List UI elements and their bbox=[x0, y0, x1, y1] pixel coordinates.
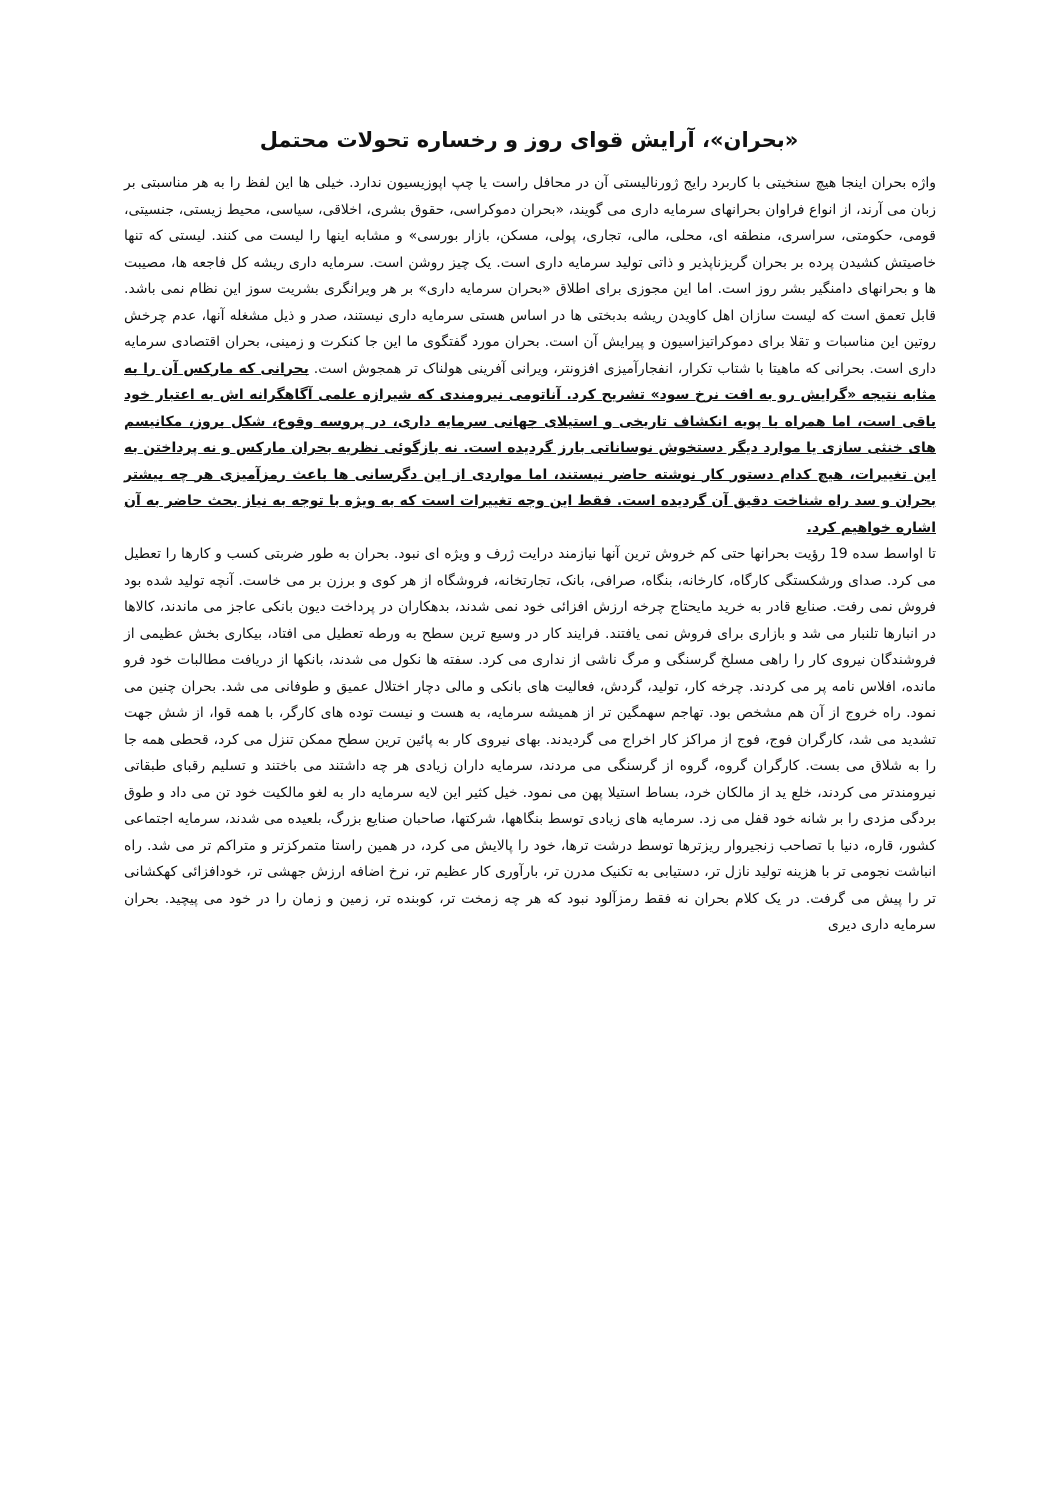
document-title: «بحران»، آرایش قوای روز و رخساره تحولات محتمل bbox=[259, 128, 799, 152]
paragraph-1-emphasis: بحرانی که مارکس آن را به مثابه نتیجه «گرایش رو به افت نرخ سود» تشریح کرد. آناتومی نیرومندی که شیرازه علمی آگاهگرانه اش به اعتبار خود باقی است، اما همراه با پویه انکشاف تاریخی و استیلای جهانی سرمایه داری، در پروسه وقوع، شکل بروز، مکانیسم های خنثی سازی یا موارد دیگر دستخوش نوساناتی بارز گردیده است. نه بازگوئی نظریه بحران مارکس و نه پرداختن به این تغییرات، هیچ کدام دستور کار نوشته حاضر نیستند، اما مواردی از این دگرسانی ها باعث رمزآمیزی هر چه بیشتر بحران و سد راه شناخت دقیق آن گردیده است. فقط این وجه تغییرات است که به ویژه با توجه به نیاز بحث حاضر به آن اشاره خواهیم کرد. bbox=[124, 360, 936, 536]
paragraph-1-intro: واژه بحران اینجا هیچ سنخیتی با کاربرد رایج ژورنالیستی آن در محافل راست یا چپ اپوزیسیون ندارد. خیلی ها این لفظ را به هر مناسبتی بر زبان می آرند، از انواع فراوان بحرانهای سرمایه داری می گویند، «بحران دموکراسی، حقوق بشری، اخلاقی، سیاسی، محیط زیستی، جنسیتی، قومی، حکومتی، سراسری، منطقه ای، محلی، مالی، تجاری، پولی، مسکن، بازار بورسی» و مشابه اینها را لیست می کنند. لیستی که تنها خاصیتش کشیدن پرده بر بحران گریزناپذیر و ذاتی تولید سرمایه داری است. یک چیز روشن است. سرمایه داری ریشه کل فاجعه ها، مصیبت ها و بحرانهای دامنگیر بشر روز است. اما این مجوزی برای اطلاق «بحران سرمایه داری» بر هر ویرانگری بشریت سوز این نظام نمی باشد. قابل تعمق است که لیست سازان اهل کاویدن ریشه بدبختی ها در اساس هستی سرمایه داری نیستند، صدر و ذیل مشغله آنها، عدم چرخش روتین این مناسبات و تقلا برای دموکراتیزاسیون و پیرایش آن است. بحران مورد گفتگوی ما این جا کنکرت و زمینی، بحران اقتصادی سرمایه داری است. بحرانی که ماهیتا با شتاب تکرار، انفجارآمیزی افزونتر، ویرانی آفرینی هولناک تر همجوش است. bbox=[124, 175, 937, 377]
document-body bbox=[124, 170, 936, 939]
paragraph-1 bbox=[124, 170, 936, 541]
paragraph-2: تا اواسط سده 19 رؤیت بحرانها حتی کم خروش ترین آنها نیازمند درایت ژرف و ویژه ای نبود. بحران به طور ضربتی کسب و کارها را تعطیل می کرد. صدای ورشکستگی کارگاه، کارخانه، بنگاه، صرافی، بانک، تجارتخانه، فروشگاه از هر کوی و برزن بر می خاست. آنچه تولید شده بود فروش نمی رفت. صنایع قادر به خرید مایحتاج چرخه ارزش افزائی خود نمی شدند، بدهکاران در پرداخت دیون بانکی عاجز می ماندند، کالاها در انبارها تلنبار می شد و بازاری برای فروش نمی یافتند. فرایند کار در وسیع ترین سطح به ورطه تعطیل می افتاد، بیکاری بخش عظیمی از فروشندگان نیروی کار را راهی مسلخ گرسنگی و مرگ ناشی از نداری می کرد. سفته ها نکول می شدند، بانکها از دریافت مطالبات خود فرو مانده، افلاس نامه پر می کردند. چرخه کار، تولید، گردش، فعالیت های بانکی و مالی دچار اختلال عمیق و طوفانی می شد. بحران چنین می نمود. راه خروج از آن هم مشخص بود. تهاجم سهمگین تر از همیشه سرمایه، به هست و نیست توده های کارگر، با همه قوا، از شش جهت تشدید می شد، کارگران فوج، فوج از مراکز کار اخراج می گردیدند. بهای نیروی کار به پائین ترین سطح ممکن تنزل می کرد، قحطی همه جا را به شلاق می بست. کارگران گروه، گروه از گرسنگی می مردند، سرمایه داران زیادی هر چه داشتند می باختند و تسلیم رقبای طبقاتی نیرومندتر می کردند، خلع ید از مالکان خرد، بساط استیلا پهن می نمود. خیل کثیر این لایه سرمایه دار به لغو مالکیت خود تن می داد و طوق بردگی مزدی را بر شانه خود قفل می زد. سرمایه های زیادی توسط بنگاهها، شرکتها، صاحبان صنایع بزرگ، بلعیده می شدند، سرمایه اجتماعی کشور، قاره، دنیا با تصاحب زنجیروار ریزترها توسط درشت ترها، خود را پالایش می کرد، در همین راستا متمرکزتر و متراکم تر می شد. راه انباشت نجومی تر با هزینه تولید نازل تر، دستیابی به تکنیک مدرن تر، بارآوری کار عظیم تر، نرخ اضافه ارزش جهشی تر، خودافزائی کهکشانی تر را پیش می گرفت. در یک کلام بحران نه فقط رمزآلود نبود که هر چه زمخت تر، کوبنده تر، زمین و زمان را در خود می پیچید. بحران سرمایه داری دیری bbox=[124, 546, 936, 933]
